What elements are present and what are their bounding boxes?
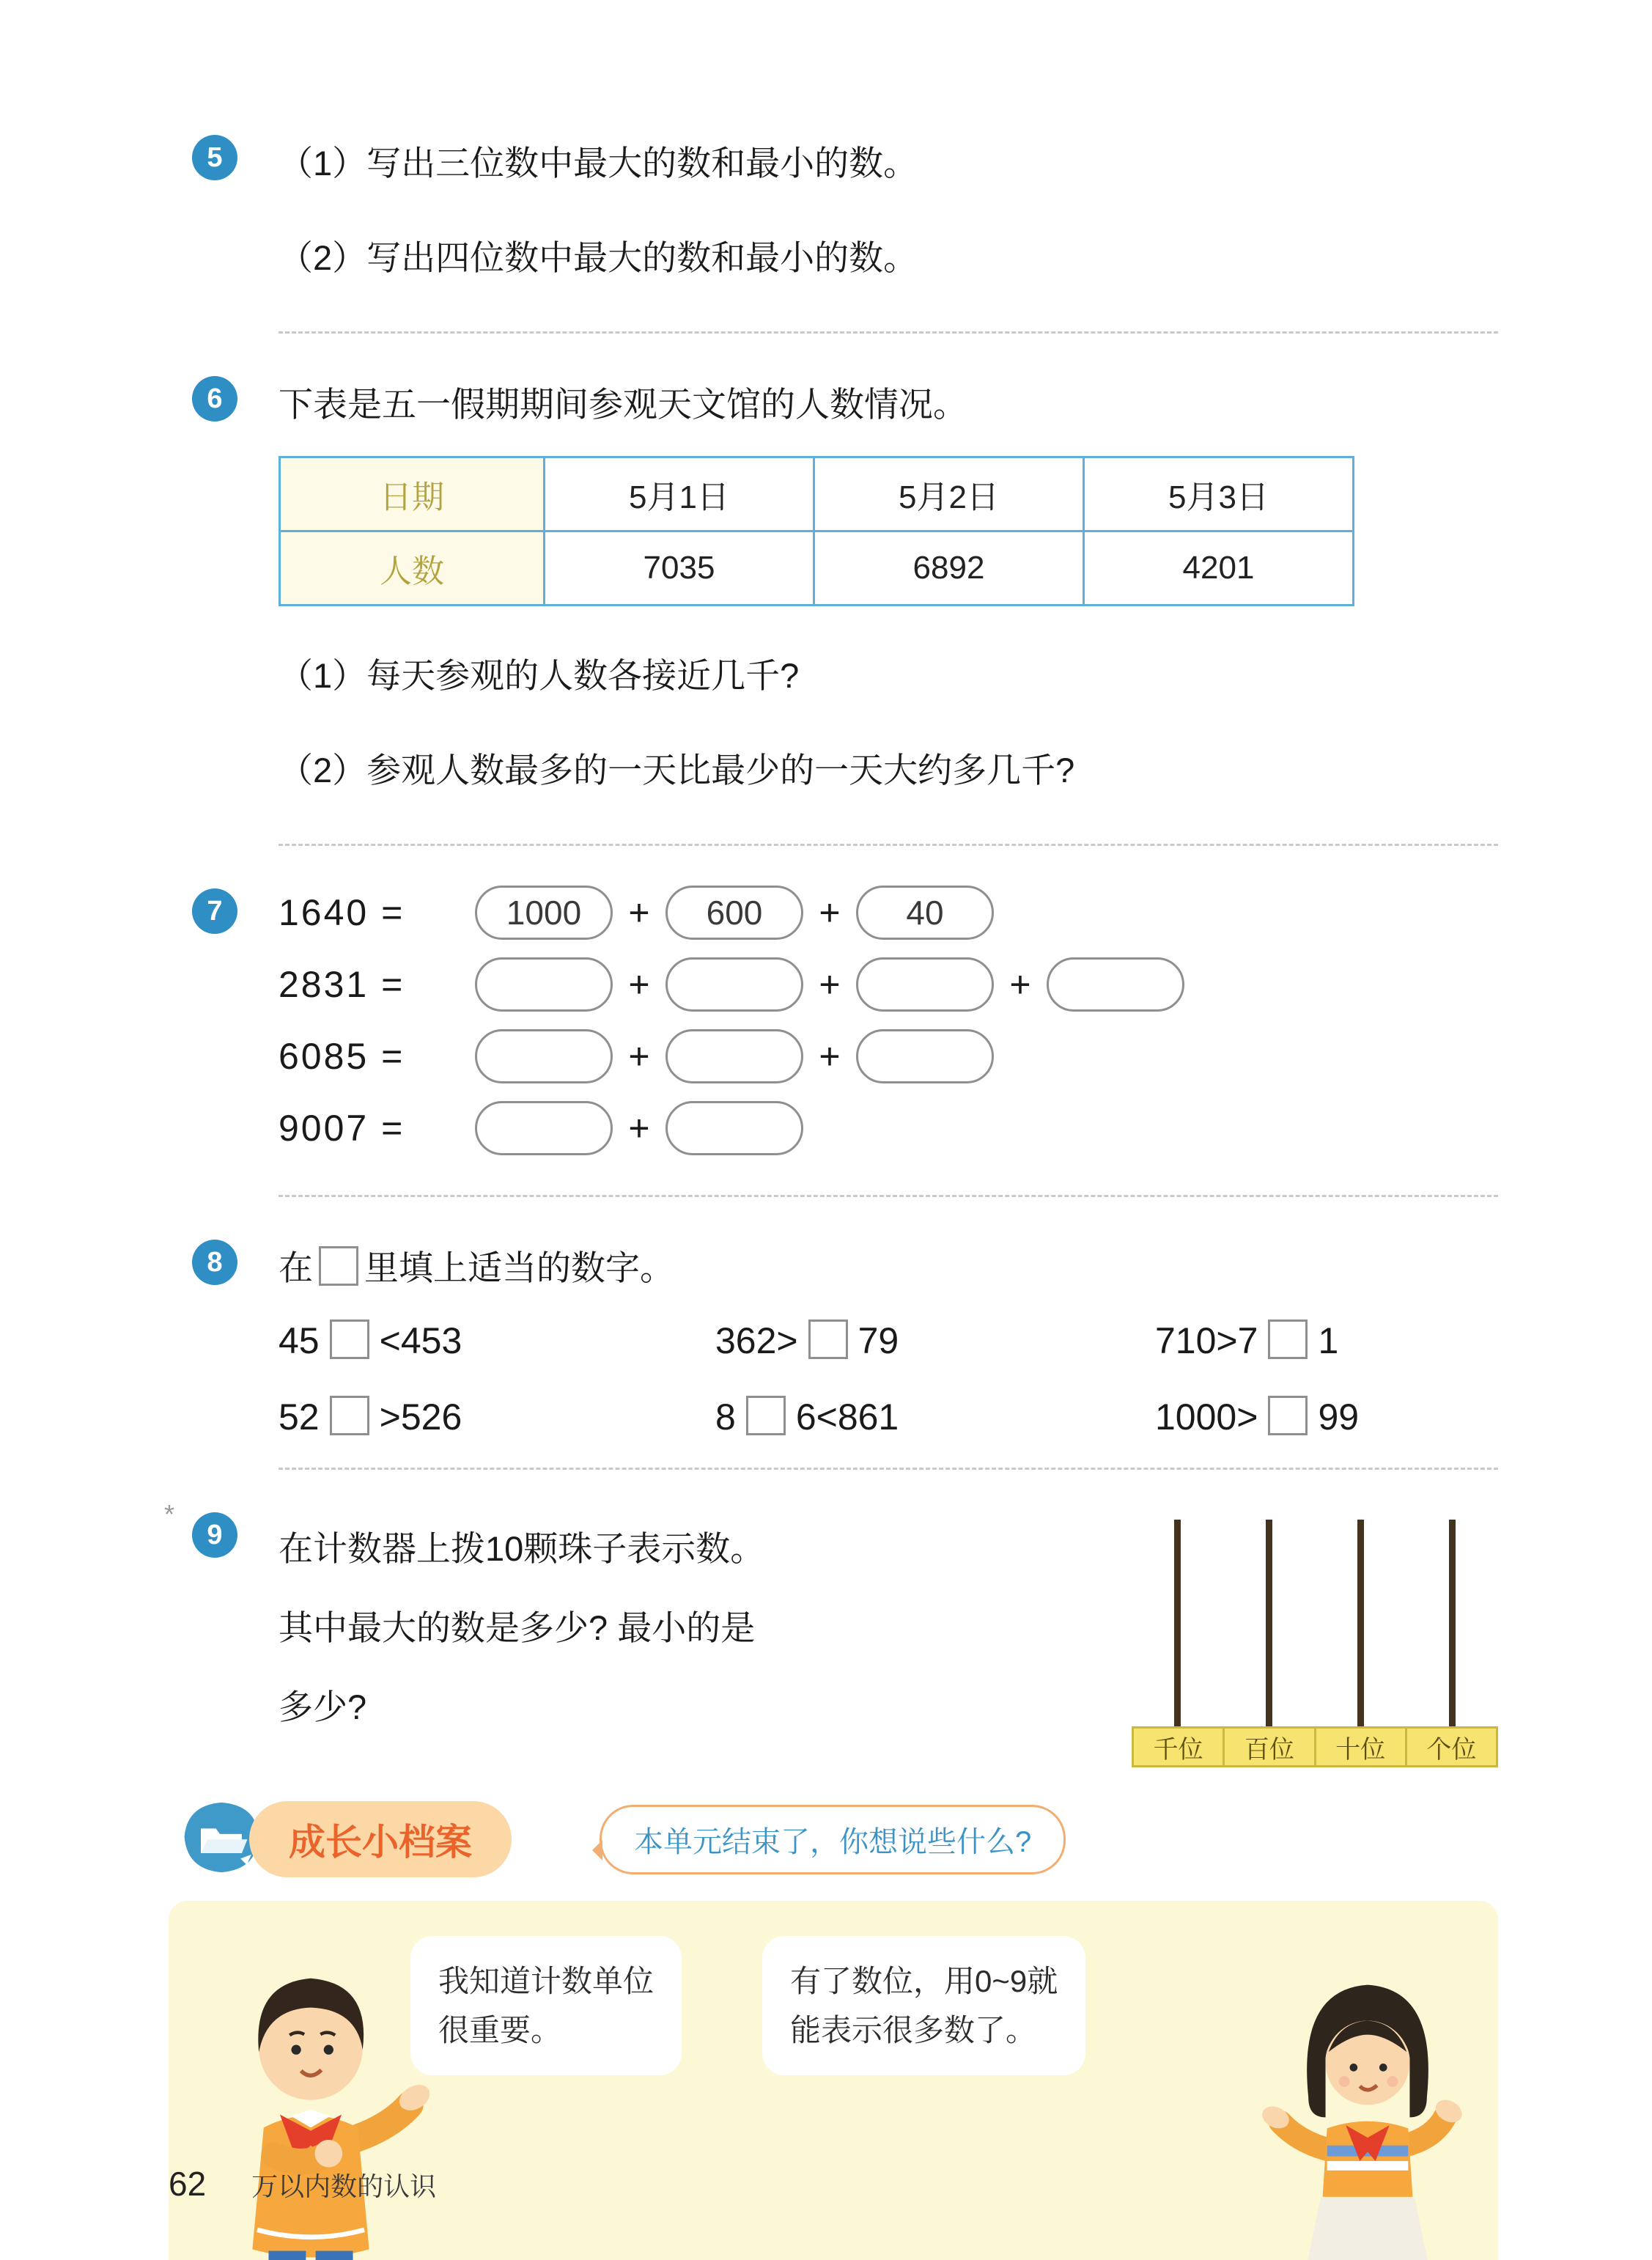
fill-box (330, 1396, 369, 1435)
comparison-item: 8 6<861 (715, 1396, 899, 1438)
growth-header (180, 1800, 1498, 1879)
equation-row-6085 (279, 1029, 1498, 1083)
problem-6-intro: 下表是五一假期期间参观天文馆的人数情况。 (279, 385, 967, 424)
answer-pill: 40 (856, 886, 994, 940)
problem-9-layout (279, 1509, 1498, 1767)
plus-sign: + (819, 892, 841, 933)
fill-box (330, 1319, 369, 1359)
girl-illustration (1250, 1941, 1485, 2260)
problem-5-line-2: （2）写出四位数中最大的数和最小的数。 (279, 238, 918, 277)
plus-sign: + (819, 1036, 841, 1077)
problem-8-body (279, 1237, 1498, 1446)
plus-sign: + (628, 1036, 650, 1077)
optional-problem-asterisk: * (164, 1499, 175, 1529)
problem-5-body (279, 132, 1498, 309)
comparison-item: 362> 79 (715, 1320, 899, 1361)
problem-8-number-badge: 8 (192, 1240, 237, 1285)
fill-box (746, 1396, 786, 1435)
table-header-date: 日期 (280, 457, 545, 531)
problem-5 (169, 132, 1498, 309)
page-footer (169, 2164, 436, 2204)
problem-6-question-1: （1）每天参观的人数各接近几千? (279, 656, 800, 695)
answer-pill-empty (475, 957, 613, 1012)
answer-pill-empty (856, 957, 994, 1012)
growth-prompt-bubble: 本单元结束了，你想说些什么? (600, 1805, 1066, 1874)
plus-sign: + (819, 964, 841, 1005)
page-number: 62 (169, 2165, 207, 2203)
divider (279, 1195, 1498, 1197)
boy-illustration (189, 1926, 432, 2260)
problem-7 (169, 886, 1498, 1173)
comparison-grid (279, 1319, 1498, 1438)
intro-suffix: 里填上适当的数字。 (364, 1248, 674, 1287)
table-header-count: 人数 (280, 531, 545, 606)
abacus-rod (1174, 1520, 1181, 1726)
problem-5-number-badge: 5 (192, 135, 237, 180)
divider (279, 331, 1498, 334)
plus-sign: + (628, 1108, 650, 1149)
equation-lhs: 6085 = (279, 1036, 405, 1077)
growth-archive-title: 成长小档案 (249, 1801, 512, 1877)
fill-box (808, 1319, 848, 1359)
problem-9-text: 在计数器上拨10颗珠子表示数。 其中最大的数是多少? 最小的是 多少? (279, 1529, 765, 1727)
problem-9 (164, 1499, 1498, 1767)
problem-8 (169, 1237, 1498, 1446)
label-tens: 十位 (1314, 1726, 1407, 1767)
divider (279, 1468, 1498, 1470)
problem-6-body (279, 373, 1498, 822)
intro-prefix: 在 (279, 1248, 313, 1287)
answer-pill-empty (475, 1101, 613, 1155)
abacus-rod (1357, 1520, 1364, 1726)
answer-pill-empty (665, 1029, 803, 1083)
table-count-2: 6892 (814, 531, 1084, 606)
label-ones: 个位 (1405, 1726, 1498, 1767)
table-count-3: 4201 (1084, 531, 1354, 606)
equation-lhs: 1640 = (279, 892, 405, 933)
equation-lhs: 9007 = (279, 1108, 405, 1149)
abacus-place-labels (1132, 1726, 1498, 1767)
boy-speech-bubble: 我知道计数单位 很重要。 (410, 1936, 682, 2075)
problem-7-number-badge: 7 (192, 888, 237, 934)
problem-7-body (279, 886, 1498, 1173)
answer-pill-empty (1047, 957, 1184, 1012)
fill-box (319, 1246, 358, 1286)
comparison-item: 52 >526 (279, 1396, 462, 1438)
answer-pill: 600 (665, 886, 803, 940)
answer-pill-empty (475, 1029, 613, 1083)
comparison-item: 45 <453 (279, 1320, 462, 1361)
problem-6-question-2: （2）参观人数最多的一天比最少的一天大约多几千? (279, 751, 1075, 789)
fill-box (1268, 1319, 1308, 1359)
table-row (280, 531, 1354, 606)
equation-lhs: 2831 = (279, 964, 405, 1005)
table-count-1: 7035 (545, 531, 814, 606)
abacus-rod (1266, 1520, 1272, 1726)
table-date-2: 5月2日 (814, 457, 1084, 531)
problem-5-line-1: （1）写出三位数中最大的数和最小的数。 (279, 144, 918, 183)
table-date-3: 5月3日 (1084, 457, 1354, 531)
problem-6 (169, 373, 1498, 822)
answer-pill-empty (856, 1029, 994, 1083)
problem-6-number-badge: 6 (192, 376, 237, 422)
equation-row-1640 (279, 886, 1498, 940)
plus-sign: + (1009, 964, 1031, 1005)
table-date-1: 5月1日 (545, 457, 814, 531)
answer-pill: 1000 (475, 886, 613, 940)
problem-9-number-badge: 9 (192, 1512, 237, 1558)
chapter-title: 万以内数的认识 (251, 2171, 437, 2201)
label-hundreds: 百位 (1223, 1726, 1316, 1767)
label-thousands: 千位 (1132, 1726, 1225, 1767)
comparison-item: 1000> 99 (1155, 1396, 1360, 1438)
girl-speech-bubble: 有了数位，用0~9就 能表示很多数了。 (762, 1936, 1085, 2075)
growth-panel (169, 1901, 1498, 2260)
answer-pill-empty (665, 957, 803, 1012)
problem-9-body (279, 1509, 1498, 1767)
page-content (164, 132, 1498, 2260)
abacus-rods (1132, 1520, 1498, 1726)
equation-row-9007 (279, 1101, 1498, 1155)
fill-box (1268, 1396, 1308, 1435)
plus-sign: + (628, 964, 650, 1005)
table-row (280, 457, 1354, 531)
plus-sign: + (628, 892, 650, 933)
equation-row-2831 (279, 957, 1498, 1012)
comparison-item: 710>7 1 (1155, 1320, 1339, 1361)
answer-pill-empty (665, 1101, 803, 1155)
abacus-counter (1132, 1520, 1498, 1767)
divider (279, 844, 1498, 846)
problem-8-intro (279, 1241, 1498, 1290)
visitors-table (279, 456, 1354, 606)
abacus-rod (1449, 1520, 1456, 1726)
